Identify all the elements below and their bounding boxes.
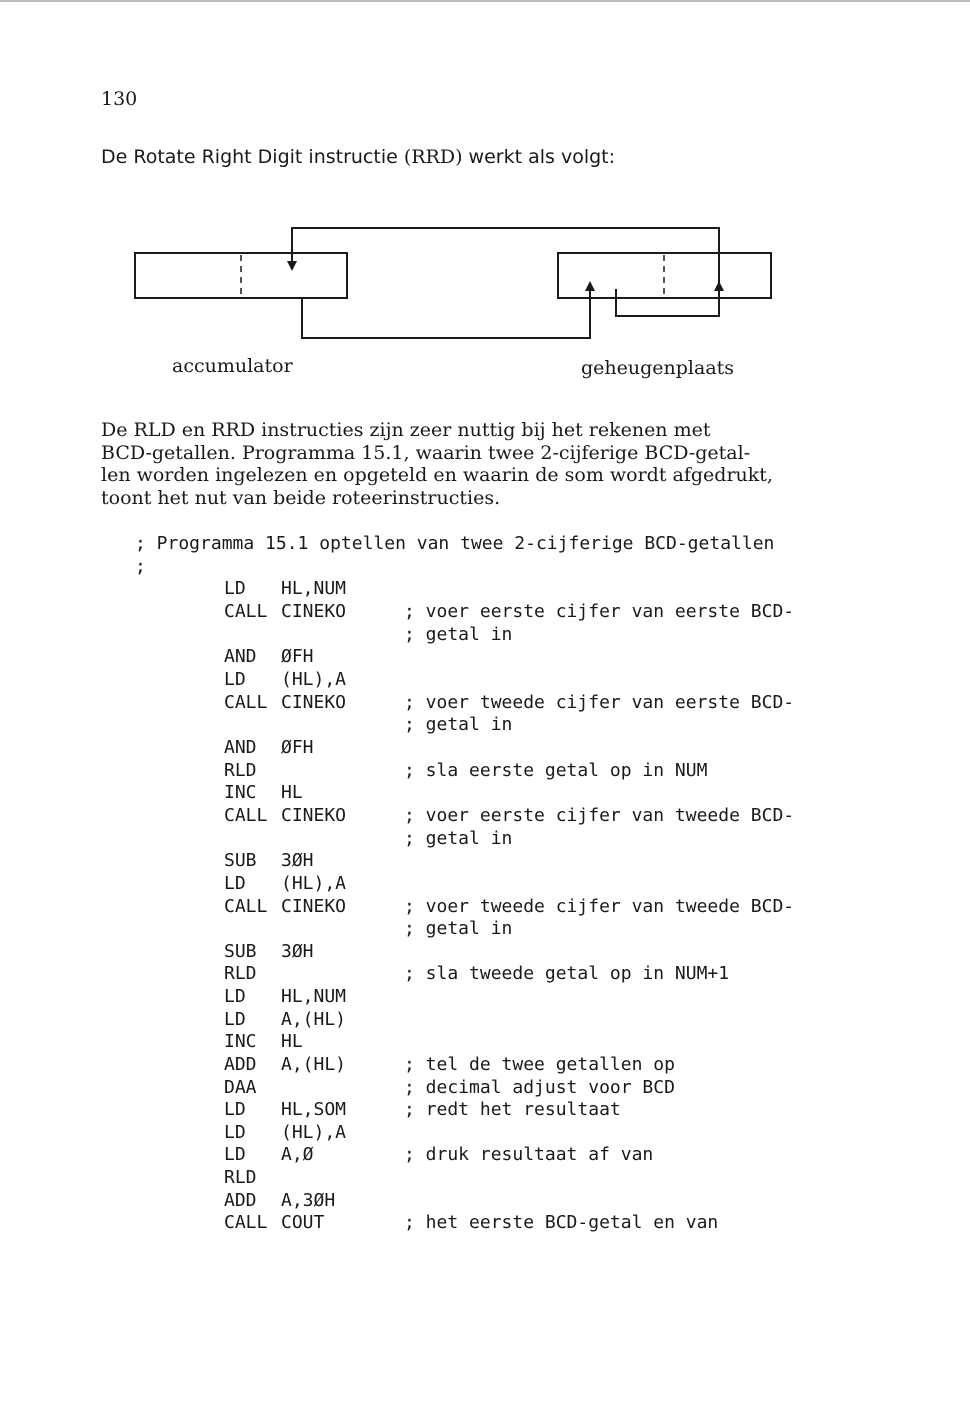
code-operand: COUT [281,1212,325,1233]
code-mnemonic: CALL [224,601,268,622]
code-mnemonic: RLD [224,760,257,781]
code-mnemonic: CALL [224,805,268,826]
code-operand: A,(HL) [281,1009,347,1030]
program-header-semicolon: ; [135,556,146,577]
code-mnemonic: LD [224,986,246,1007]
code-mnemonic: AND [224,646,257,667]
memory-location-label: geheugenplaats [581,357,735,379]
code-operand: HL,NUM [281,578,347,599]
code-mnemonic: SUB [224,850,257,871]
code-operand: CINEKO [281,805,347,826]
code-operand: (HL),A [281,1122,347,1143]
program-header: ; Programma 15.1 optellen van twee 2-cijferige BCD-getallen [135,533,775,554]
code-comment: ; getal in [404,714,513,735]
code-comment: ; tel de twee getallen op [404,1054,675,1075]
code-mnemonic: LD [224,669,246,690]
code-comment: ; getal in [404,828,513,849]
code-operand: A,(HL) [281,1054,347,1075]
code-operand: A,3ØH [281,1190,336,1211]
code-mnemonic: CALL [224,692,268,713]
code-comment: ; het eerste BCD-getal en van [404,1212,719,1233]
code-operand: HL,NUM [281,986,347,1007]
code-mnemonic: RLD [224,1167,257,1188]
code-comment: ; getal in [404,918,513,939]
code-operand: HL,SOM [281,1099,347,1120]
code-mnemonic: INC [224,1031,257,1052]
code-operand: CINEKO [281,896,347,917]
code-operand: HL [281,782,303,803]
code-operand: (HL),A [281,873,347,894]
code-mnemonic: CALL [224,896,268,917]
intro-text-before: De Rotate Right Digit instructie [101,146,404,168]
code-comment: ; getal in [404,624,513,645]
intro-paren: (RRD) [403,146,463,168]
code-operand: 3ØH [281,941,314,962]
page-number: 130 [101,88,138,110]
code-operand: 3ØH [281,850,314,871]
code-mnemonic: AND [224,737,257,758]
code-comment: ; voer tweede cijfer van tweede BCD- [404,896,795,917]
code-mnemonic: DAA [224,1077,257,1098]
code-comment: ; voer tweede cijfer van eerste BCD- [404,692,795,713]
code-operand: HL [281,1031,303,1052]
code-comment: ; druk resultaat af van [404,1144,654,1165]
paragraph-line: len worden ingelezen en opgeteld en waarin de som wordt afgedrukt, [101,464,773,487]
code-mnemonic: LD [224,873,246,894]
code-operand: A,Ø [281,1144,314,1165]
code-comment: ; voer eerste cijfer van tweede BCD- [404,805,795,826]
code-operand: CINEKO [281,692,347,713]
code-mnemonic: CALL [224,1212,268,1233]
code-mnemonic: INC [224,782,257,803]
code-comment: ; sla eerste getal op in NUM [404,760,708,781]
code-mnemonic: ADD [224,1190,257,1211]
code-mnemonic: ADD [224,1054,257,1075]
code-mnemonic: RLD [224,963,257,984]
code-mnemonic: LD [224,578,246,599]
accumulator-label: accumulator [172,355,293,377]
code-comment: ; voer eerste cijfer van eerste BCD- [404,601,795,622]
code-operand: ØFH [281,737,314,758]
code-mnemonic: LD [224,1122,246,1143]
code-comment: ; sla tweede getal op in NUM+1 [404,963,730,984]
code-mnemonic: SUB [224,941,257,962]
code-comment: ; decimal adjust voor BCD [404,1077,675,1098]
code-operand: CINEKO [281,601,347,622]
code-mnemonic: LD [224,1099,246,1120]
paragraph-line: BCD-getallen. Programma 15.1, waarin twee 2-cijferige BCD-getal- [101,441,751,464]
code-operand: ØFH [281,646,314,667]
paragraph-line: toont het nut van beide roteerinstructies. [101,487,501,510]
code-operand: (HL),A [281,669,347,690]
paragraph-line: De RLD en RRD instructies zijn zeer nuttig bij het rekenen met [101,419,711,441]
code-comment: ; redt het resultaat [404,1099,621,1120]
code-mnemonic: LD [224,1009,246,1030]
intro-text-after: werkt als volgt: [462,146,616,168]
code-mnemonic: LD [224,1144,246,1165]
